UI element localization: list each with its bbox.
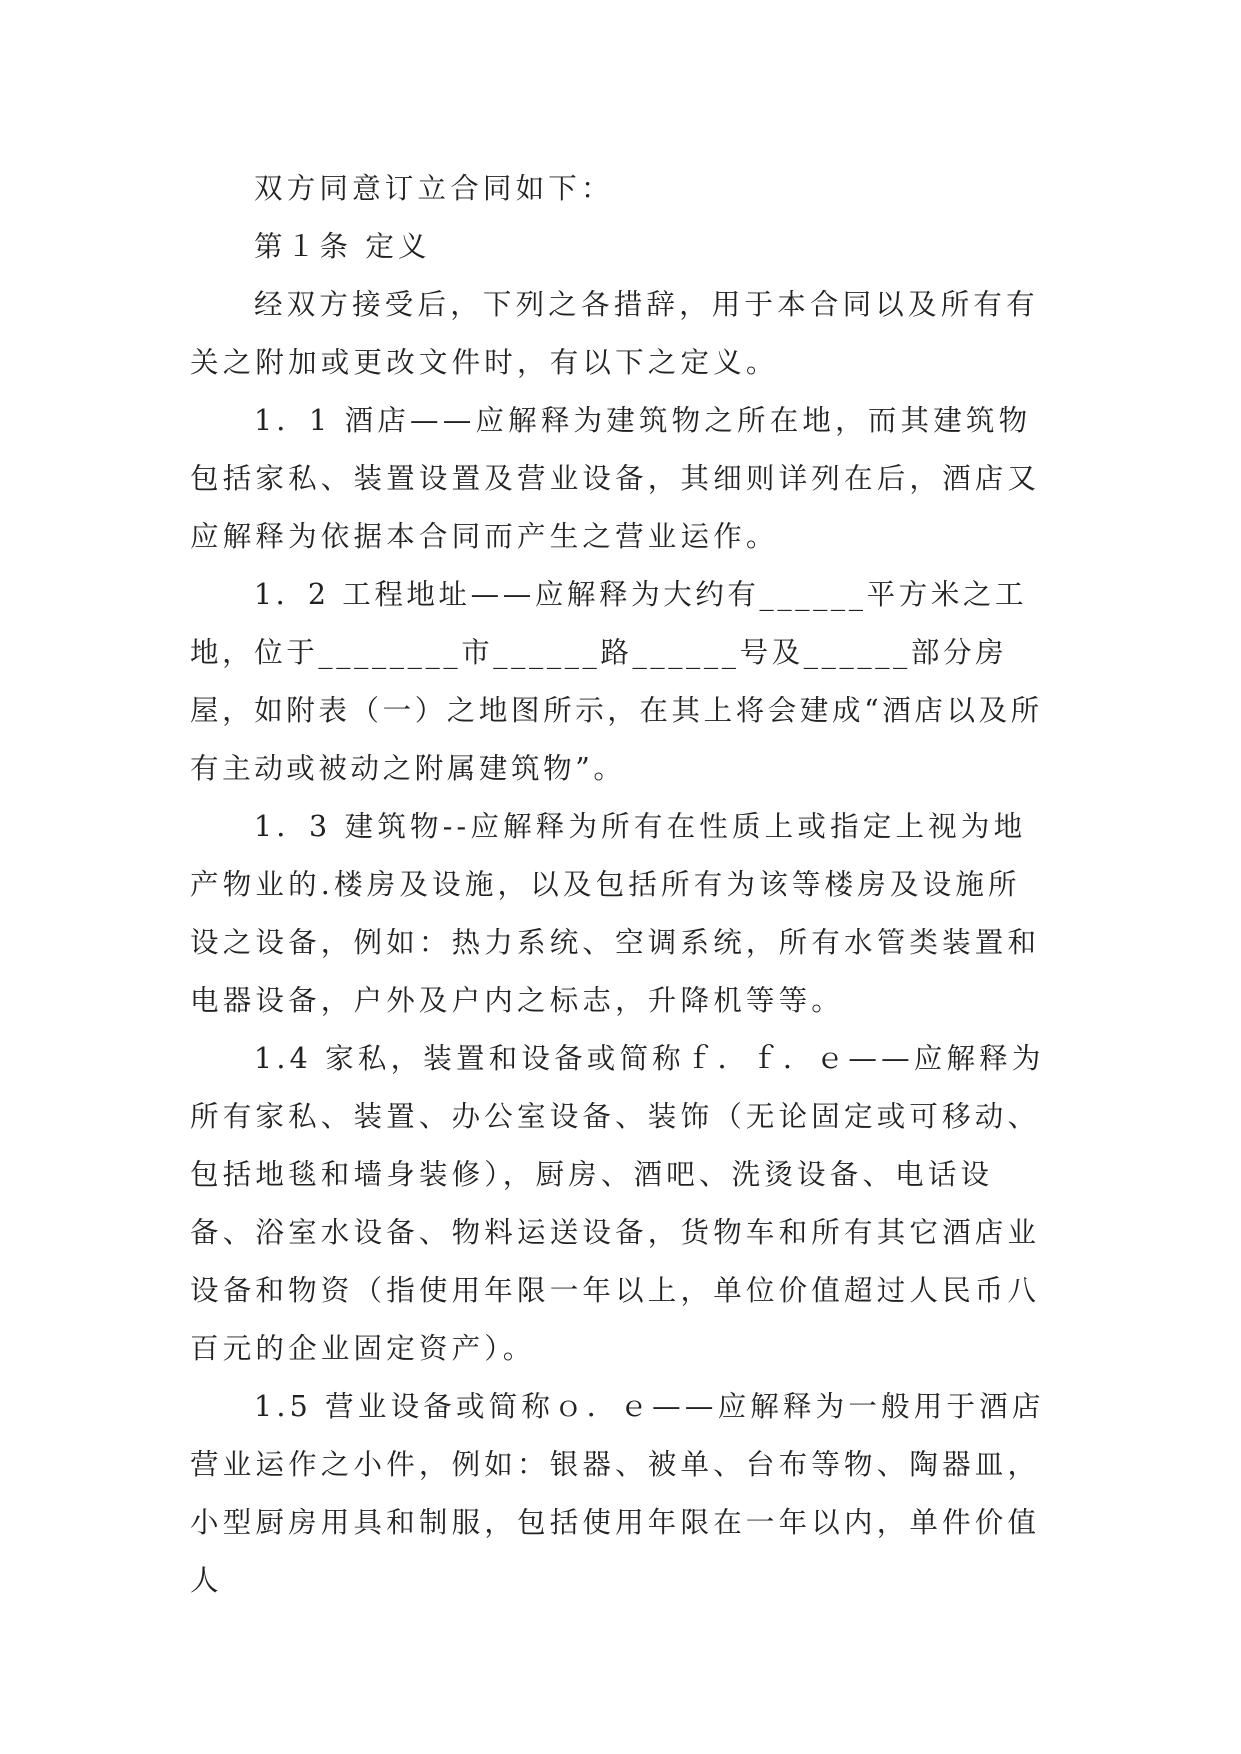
intro-paragraph: 双方同意订立合同如下： <box>254 172 614 205</box>
clause-1-5-paragraph: 1.5 营业设备或简称ｏ．ｅ——应解释为一般用于酒店营业运作之小件，例如：银器、被单、台布等物、陶器皿，小型厨房用具和制服，包括使用年限在一年以内，单件价值人 <box>190 1390 1045 1597</box>
clause-1-1-paragraph: 1．1 酒店——应解释为建筑物之所在地，而其建筑物包括家私、装置设置及营业设备，其细则详列在后，酒店又应解释为依据本合同而产生之营业运作。 <box>190 404 1041 553</box>
clause-1-4-paragraph: 1.4 家私，装置和设备或简称ｆ．ｆ．ｅ——应解释为所有家私、装置、办公室设备、装饰（无论固定或可移动、包括地毯和墙身装修），厨房、酒吧、洗烫设备、电话设备、浴室水设备、物料运送设备，货物车和所有其它酒店业设备和物资（指使用年限一年以上，单位价值超过人民币八百元的企业固定资产）。 <box>190 1042 1045 1365</box>
definition-preamble-paragraph: 经双方接受后，下列之各措辞，用于本合同以及所有有关之附加或更改文件时，有以下之定义。 <box>190 288 1039 379</box>
clause-1-3-paragraph: 1．3 建筑物--应解释为所有在性质上或指定上视为地产物业的.楼房及设施，以及包括所有为该等楼房及设施所设之设备，例如：热力系统、空调系统，所有水管类装置和电器设备，户外及户内之标志，升降机等等。 <box>190 810 1041 1017</box>
article-heading: 第１条 定义 <box>254 230 431 263</box>
clause-1-2-paragraph: 1．2 工程地址——应解释为大约有______平方米之工地，位于________市______路______号及______部分房屋，如附表（一）之地图所示，在其上将会建成“酒店以及所有主动或被动之附属建筑物”。 <box>190 578 1043 785</box>
document-body <box>190 160 1050 1610</box>
